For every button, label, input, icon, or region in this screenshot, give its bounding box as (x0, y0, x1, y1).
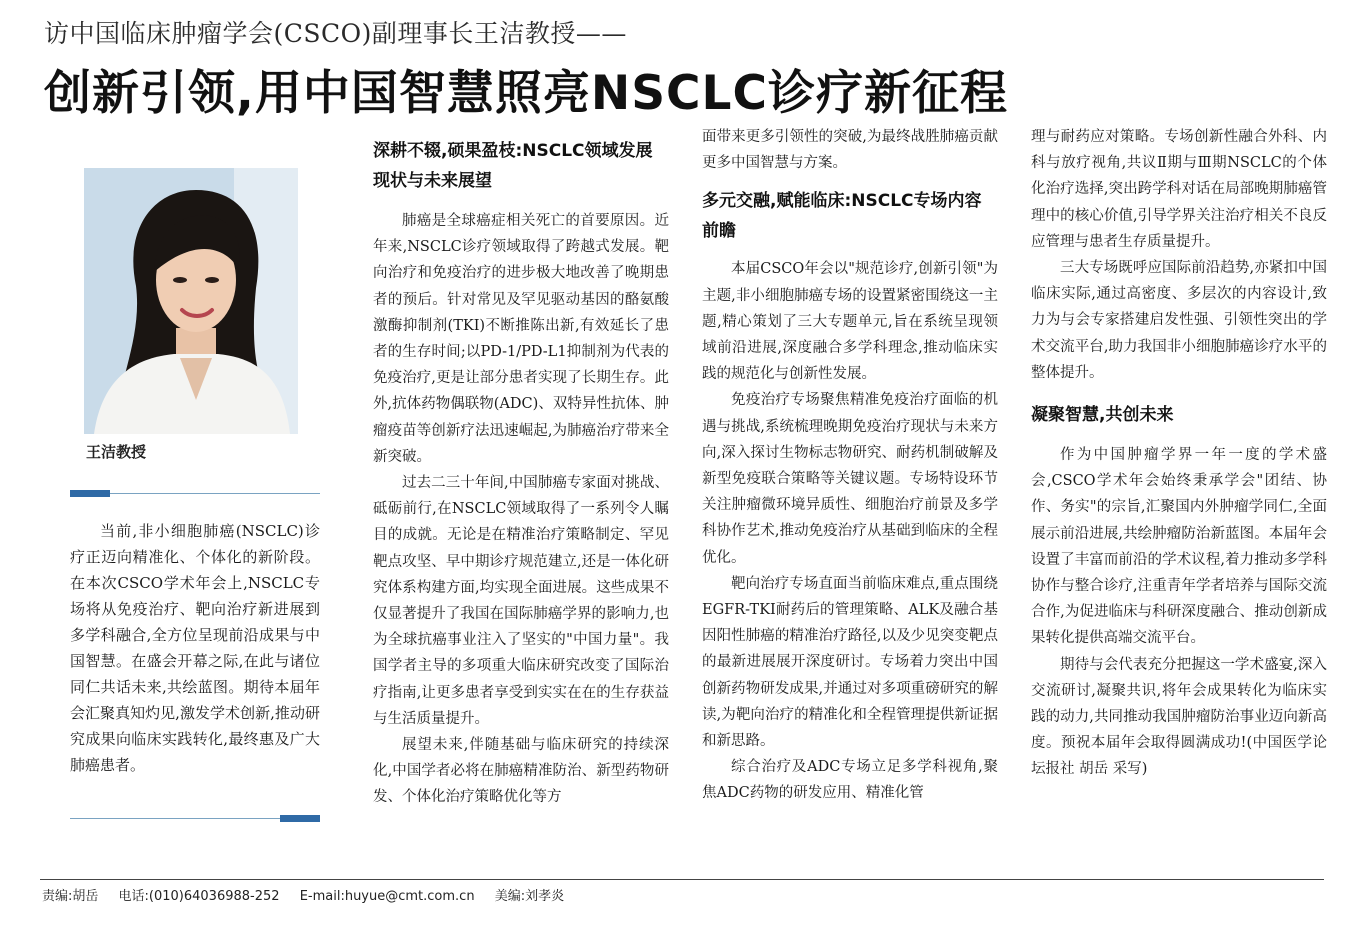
paragraph: 免疫治疗专场聚焦精准免疫治疗面临的机遇与挑战,系统梳理晚期免疫治疗现状与未来方向,深入探讨生物标志物研究、耐药机制破解及新型免疫联合策略等关键议题。专场特设环节关注肿瘤微环境异质性、细胞治疗前景及多学科协作艺术,推动免疫治疗从基础到临床的全程优化。 (702, 392, 998, 566)
paragraph: 理与耐药应对策略。专场创新性融合外科、内科与放疗视角,共议Ⅱ期与Ⅲ期NSCLC的个体化治疗选择,突出跨学科对话在局部晚期肺癌管理中的核心价值,引导学界关注治疗相关不良反应管理与患者生存质量提升。 (1031, 129, 1327, 250)
rule-accent (70, 490, 110, 497)
paragraph: 过去二三十年间,中国肺癌专家面对挑战、砥砺前行,在NSCLC领域取得了一系列令人瞩目的成就。无论是在精准治疗策略制定、罕见靶点攻坚、早中期诊疗规范建立,还是一体化研究体系构建方面,均实现全面进展。这些成果不仅显著提升了我国在国际肺癌学界的影响力,也为全球抗癌事业注入了坚实的"中国力量"。我国学者主导的多项重大临床研究改变了国际治疗指南,让更多患者享受到实实在在的生存获益与生活质量提升。 (373, 475, 669, 727)
paragraph: 肺癌是全球癌症相关死亡的首要原因。近年来,NSCLC诊疗领域取得了跨越式发展。靶向治疗和免疫治疗的进步极大地改善了晚期患者的预后。针对常见及罕见驱动基因的酪氨酸激酶抑制剂(TKI)不断推陈出新,有效延长了患者的生存时间;以PD-1/PD-L1抑制剂为代表的免疫治疗,更是让部分患者实现了长期生存。此外,抗体药物偶联物(ADC)、双特异性抗体、肿瘤疫苗等创新疗法迅速崛起,为肺癌治疗带来全新突破。 (373, 213, 669, 465)
intro-paragraph: 当前,非小细胞肺癌(NSCLC)诊疗正迈向精准化、个体化的新阶段。在本次CSCO学术年会上,NSCLC专场将从免疫治疗、靶向治疗新进展到多学科融合,全方位呈现前沿成果与中国智慧。在盛会开幕之际,在此与诸位同仁共话未来,共绘蓝图。期待本届年会汇聚真知灼见,激发学术创新,推动研究成果向临床实践转化,最终惠及广大肺癌患者。 (70, 522, 320, 774)
paragraph: 展望未来,伴随基础与临床研究的持续深化,中国学者必将在肺癌精准防治、新型药物研发、个体化治疗策略优化等方 (373, 737, 669, 806)
rule-accent (280, 815, 320, 822)
portrait-illustration (84, 168, 298, 434)
paragraph: 面带来更多引领性的突破,为最终战胜肺癌贡献更多中国智慧与方案。 (702, 129, 998, 172)
photo-caption: 王洁教授 (86, 443, 147, 461)
section-heading-3: 凝聚智慧,共创未来 (1031, 405, 1174, 426)
footer-editor: 责编:胡岳 (42, 889, 99, 904)
paragraph: 本届CSCO年会以"规范诊疗,创新引领"为主题,非小细胞肺癌专场的设置紧密围绕这一主题,精心策划了三大专题单元,旨在系统呈现领域前沿进展,深度融合多学科理念,推动临床实践的规范化与创新性发展。 (702, 261, 998, 383)
intro-top-rule (70, 493, 320, 494)
article-title: 创新引领,用中国智慧照亮NSCLC诊疗新征程 (44, 66, 1008, 121)
column-1 (373, 136, 669, 811)
paragraph: 靶向治疗专场直面当前临床难点,重点围绕EGFR-TKI耐药后的管理策略、ALK及融合基因阳性肺癌的精准治疗路径,以及少见突变靶点的最新进展展开深度研讨。专场着力突出中国创新药物研发成果,并通过对多项重磅研究的解读,为靶向治疗的精准化和全程管理提供新证据和新思路。 (702, 575, 998, 750)
paragraph: 作为中国肿瘤学界一年一度的学术盛会,CSCO学术年会始终秉承学会"团结、协作、务实"的宗旨,汇聚国内外肿瘤学同仁,全面展示前沿进展,共绘肿瘤防治新蓝图。本届年会设置了丰富而前沿的学术议程,着力推动多学科协作与整合诊疗,注重青年学者培养与国际交流合作,为促进临床与科研深度融合、推动创新成果转化提供高端交流平台。 (1031, 447, 1327, 647)
paragraph: 期待与会代表充分把握这一学术盛宴,深入交流研讨,凝聚共识,将年会成果转化为临床实践的动力,共同推动我国肿瘤防治事业迈向新高度。预祝本届年会取得圆满成功!(中国医学论坛报社 胡岳 采写) (1031, 656, 1327, 778)
intro-bottom-rule (70, 818, 320, 819)
paragraph: 三大专场既呼应国际前沿趋势,亦紧扣中国临床实际,通过高密度、多层次的内容设计,致力为与会专家搭建启发性强、引领性突出的学术交流平台,助力我国非小细胞肺癌诊疗水平的整体提升。 (1031, 260, 1327, 381)
section-heading-1: 深耕不辍,硕果盈枝:NSCLC领域发展现状与未来展望 (373, 141, 653, 191)
footer (42, 885, 580, 904)
footer-rule (40, 879, 1324, 880)
footer-designer: 美编:刘孝炎 (494, 889, 565, 904)
column-3 (1031, 124, 1327, 783)
paragraph: 综合治疗及ADC专场立足多学科视角,聚焦ADC药物的研发应用、精准化管 (702, 759, 998, 802)
footer-phone: 电话:(010)64036988-252 (118, 889, 280, 904)
portrait-photo (84, 168, 298, 434)
article-subtitle: 访中国临床肿瘤学会(CSCO)副理事长王洁教授—— (44, 19, 627, 48)
section-heading-2: 多元交融,赋能临床:NSCLC专场内容前瞻 (702, 191, 982, 242)
footer-email[interactable]: E-mail:huyue@cmt.com.cn (299, 889, 475, 904)
column-2 (702, 124, 998, 807)
